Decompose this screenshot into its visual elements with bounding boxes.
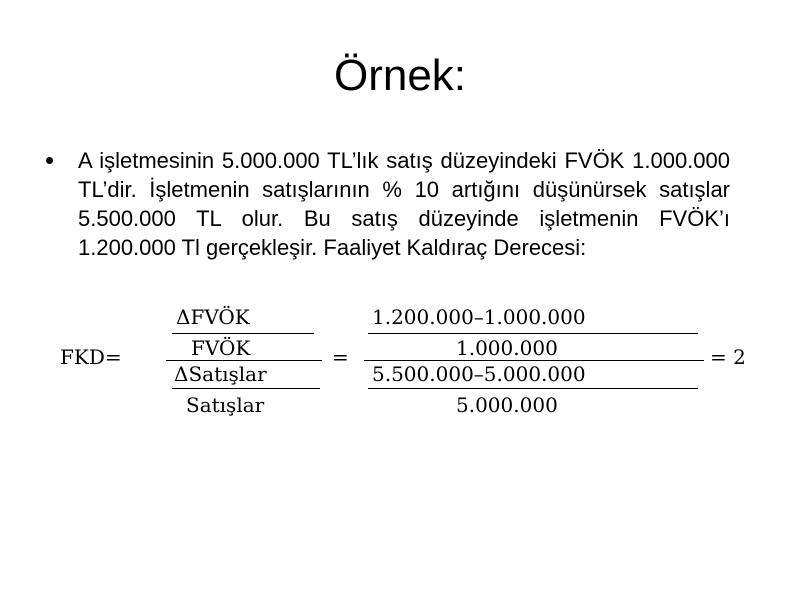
bullet-dot [46, 157, 53, 164]
right-top-numerator: 1.200.000–1.000.000 [372, 305, 586, 329]
inner-fraction-bar [172, 388, 320, 389]
inner-fraction-bar [172, 333, 314, 334]
formula-lhs: FKD= [60, 345, 122, 369]
fkd-formula [0, 300, 800, 430]
main-fraction-bar [166, 360, 322, 361]
formula-result: = 2 [710, 345, 746, 369]
bullet-item [40, 146, 730, 262]
satislar-denominator: Satışlar [186, 393, 265, 417]
delta-satislar-numerator: ΔSatışlar [174, 362, 267, 386]
bullet-text: A işletmesinin 5.000.000 TL’lık satış düzeyindeki FVÖK 1.000.000 TL’dir. İşletmenin satışlarının % 10 artığını düşünürsek satışlar 5.500.000 TL olur. Bu satış düzeyinde işletmenin FVÖK’ı 1.200.000 Tl gerçekleşir. Faaliyet Kaldıraç Derecesi: [78, 148, 730, 260]
formula-equals: = [332, 345, 349, 369]
right-bottom-denominator: 5.000.000 [456, 393, 558, 417]
main-fraction-bar [364, 360, 704, 361]
inner-fraction-bar [368, 388, 698, 389]
right-top-denominator: 1.000.000 [456, 336, 558, 360]
delta-fvok-numerator: ΔFVÖK [176, 305, 250, 329]
inner-fraction-bar [368, 333, 698, 334]
slide-title: Örnek: [333, 51, 467, 100]
right-bottom-numerator: 5.500.000–5.000.000 [372, 362, 586, 386]
fvok-denominator: FVÖK [191, 336, 251, 360]
